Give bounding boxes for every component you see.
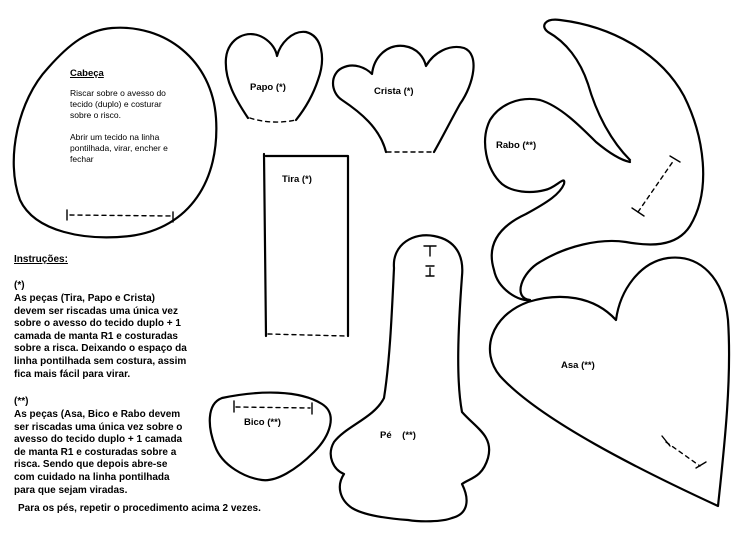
instructions-block-1: As peças (Tira, Papo e Crista) devem ser riscadas uma única vez sobre o avesso do tecido duplo + 1 camada de manta R1 e costuradas sobre a risca. Deixando o espaço da linha pontilhada sem costura, assim fica mais fácil para virar.	[14, 293, 187, 380]
pe-marker	[424, 246, 436, 276]
cabeca-note-2: Abrir um tecido na linha pontilhada, virar, encher e fechar	[70, 132, 168, 164]
instructions-heading: Instruções:	[14, 254, 68, 265]
cabeca-label: Cabeça	[70, 68, 104, 79]
instructions-footer: Para os pés, repetir o procedimento acima 2 vezes.	[18, 503, 261, 514]
pe-label: Pé (**)	[380, 430, 416, 441]
asa-label: Asa (**)	[561, 360, 595, 371]
papo-outline	[226, 32, 322, 120]
papo-opening-line	[250, 118, 296, 122]
asa-opening-line	[666, 442, 700, 466]
rabo-label: Rabo (**)	[496, 140, 537, 151]
tira-opening-line	[268, 334, 346, 336]
instructions-marker-1: (*)	[14, 280, 25, 291]
bico-label: Bico (**)	[244, 417, 281, 428]
cabeca-opening-line	[70, 215, 172, 216]
cabeca-note-1: Riscar sobre o avesso do tecido (duplo) e costurar sobre o risco.	[70, 88, 166, 120]
pe-outline	[331, 235, 489, 521]
instructions-block-2: As peças (Asa, Bico e Rabo devem ser riscadas uma única vez sobre o avesso do tecido duplo + 1 camada de manta R1 e costuradas sobre a risca. Sendo que depois abre-se com cuidado na linha pontilhada para que sejam viradas.	[14, 409, 183, 496]
instructions-marker-2: (**)	[14, 396, 29, 407]
tira-label: Tira (*)	[282, 174, 312, 185]
bico-opening-line	[236, 407, 310, 408]
crista-label: Crista (*)	[374, 86, 414, 97]
asa-opening-ticks	[662, 436, 706, 468]
crista-outline	[333, 46, 474, 152]
papo-label: Papo (*)	[250, 82, 286, 93]
rabo-opening-line	[638, 160, 674, 212]
asa-outline	[490, 258, 729, 506]
